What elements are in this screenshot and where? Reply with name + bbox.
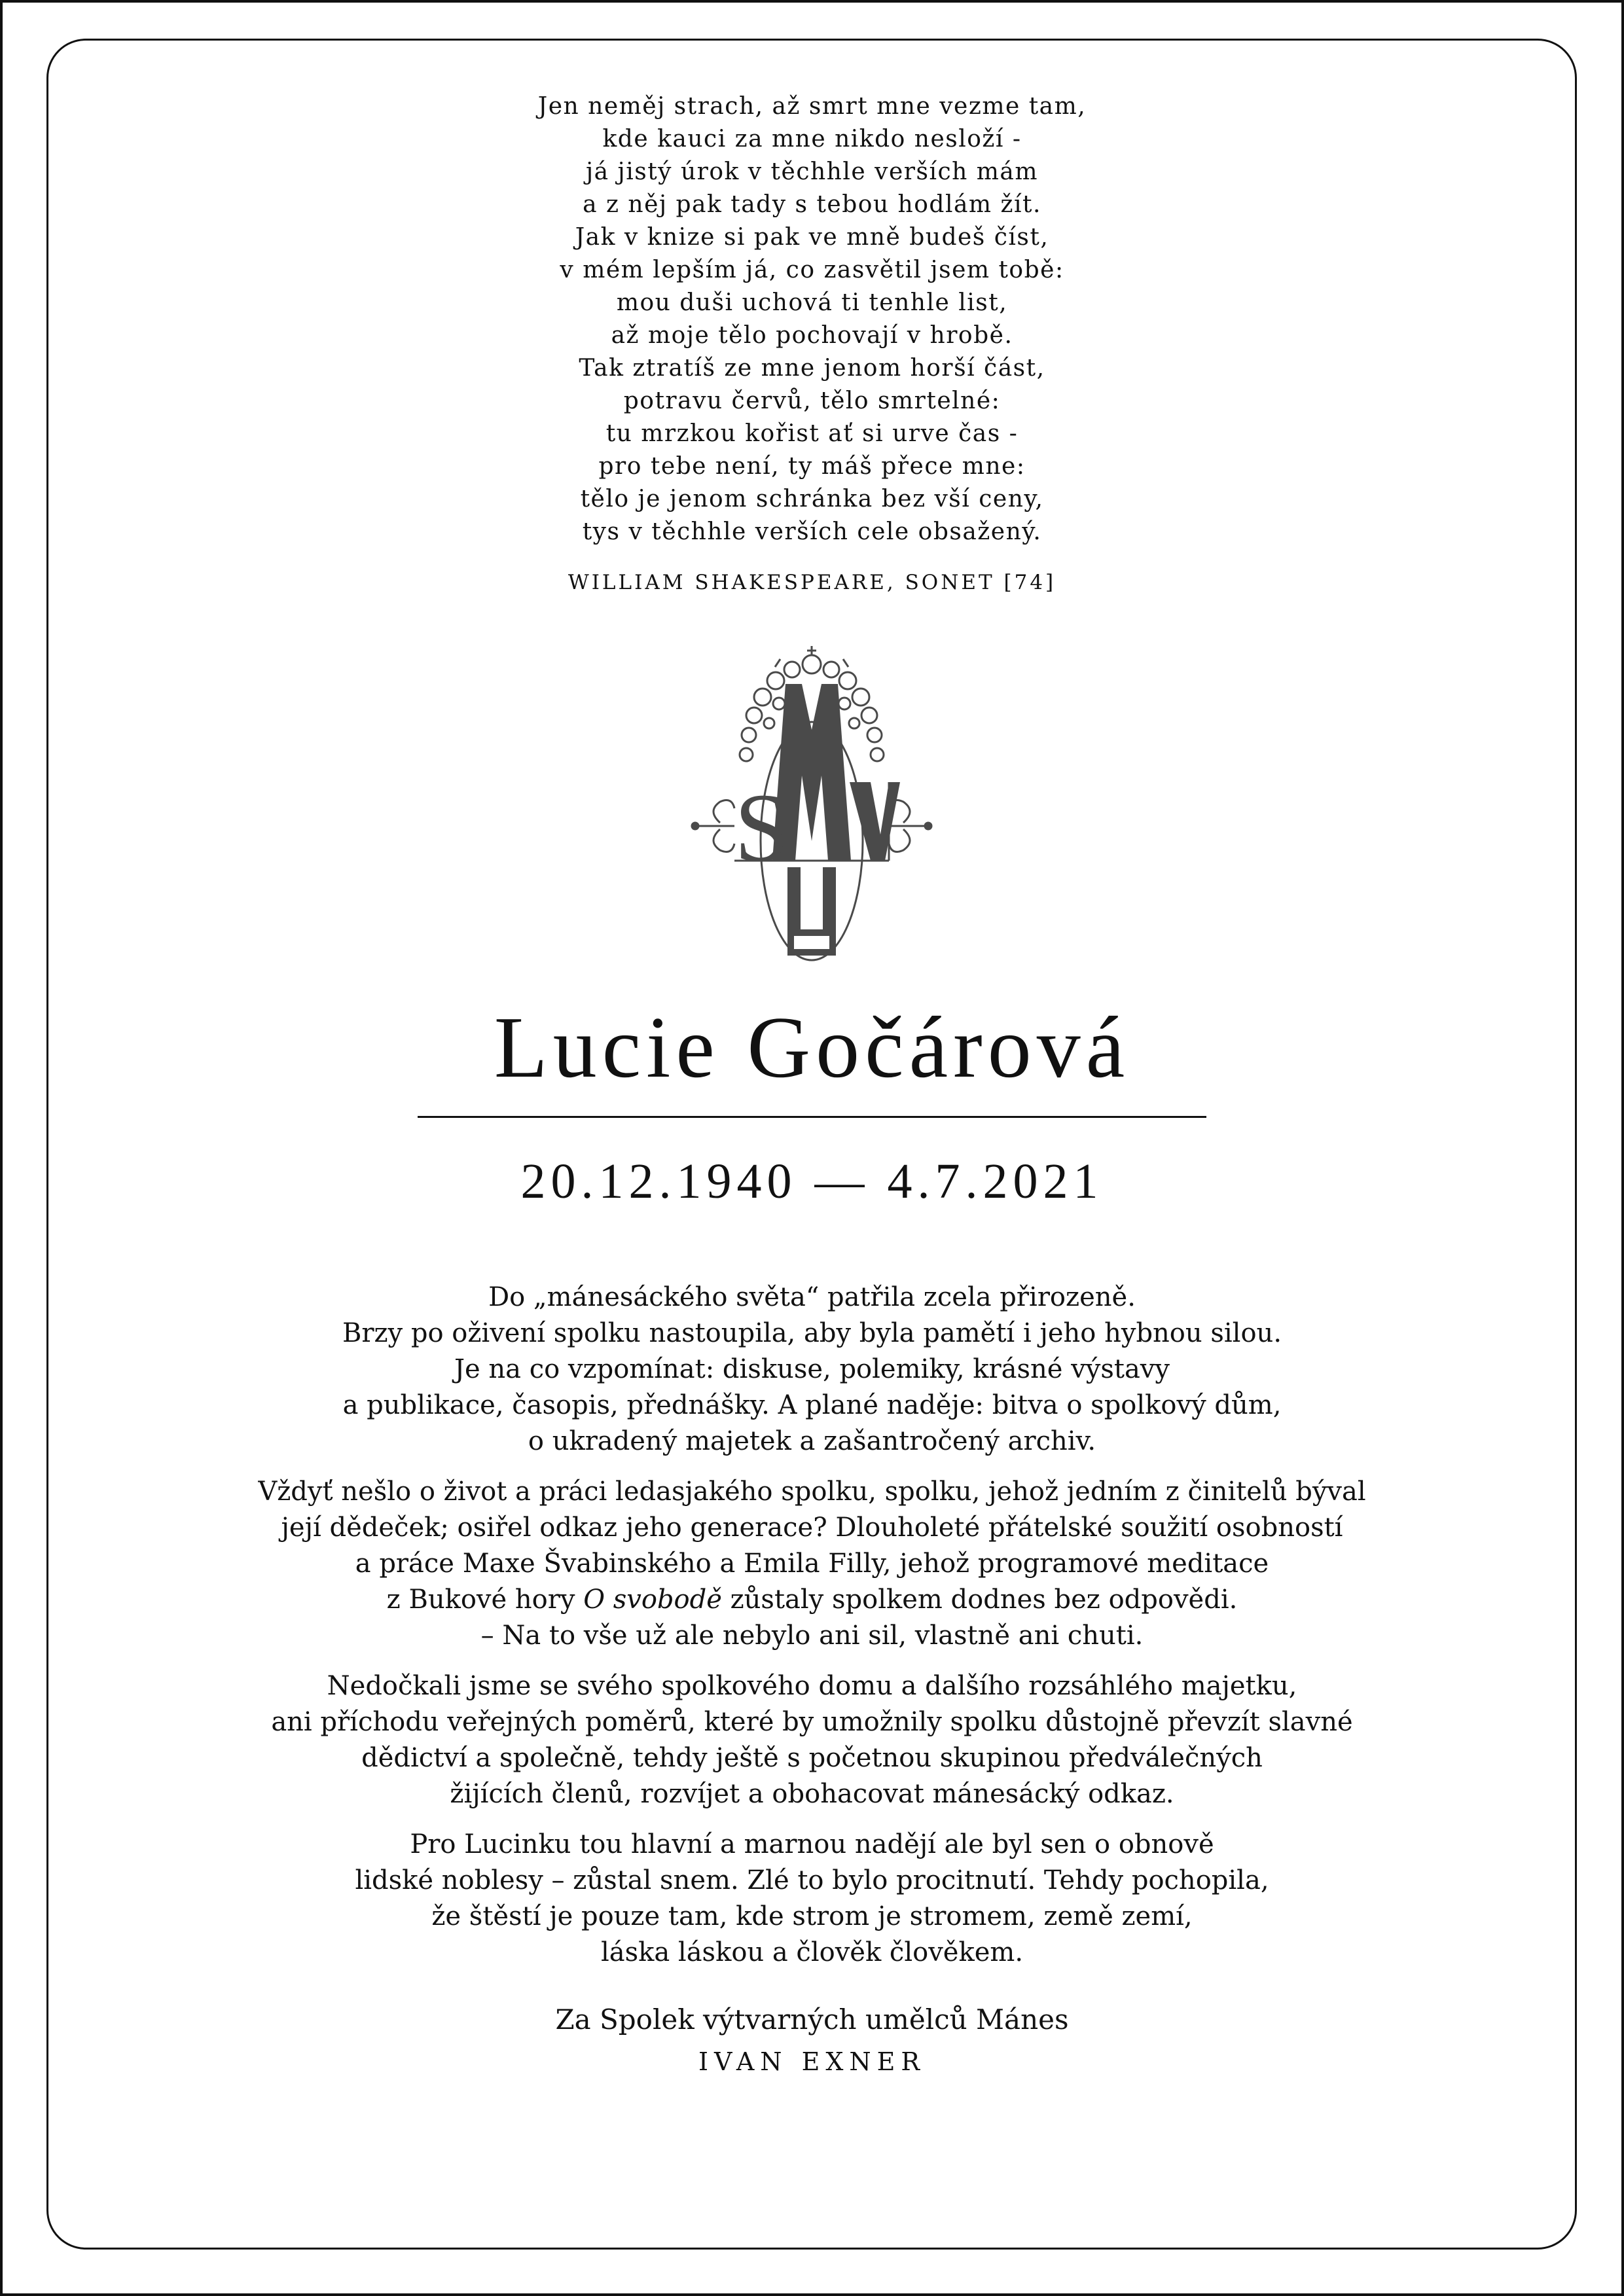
poem-line: v mém lepším já, co zasvětil jsem tobě: xyxy=(560,257,1064,283)
poem-line: potravu červů, tělo smrtelné: xyxy=(623,387,1001,414)
text-line: Vždyť nešlo o život a práci ledasjakého spolku, spolku, jehož jedním z činitelů býval xyxy=(258,1477,1366,1507)
text-line: žijících členů, rozvíjet a obohacovat mánesácký odkaz. xyxy=(450,1779,1174,1809)
svu-manes-emblem-logo xyxy=(681,645,943,972)
paragraph-4 xyxy=(0,1827,1624,1971)
text-segment: z Bukové hory xyxy=(386,1585,584,1615)
text-line: a publikace, časopis, přednášky. A plané naděje: bitva o spolkový dům, xyxy=(342,1390,1282,1420)
text-line: ani příchodu veřejných poměrů, které by umožnily spolku důstojně převzít slavné xyxy=(271,1707,1353,1737)
paragraph-1 xyxy=(0,1280,1624,1460)
poem-attribution: WILLIAM SHAKESPEARE, SONET [74] xyxy=(568,571,1056,594)
text-line: Pro Lucinku tou hlavní a marnou nadějí ale byl sen o obnově xyxy=(410,1829,1214,1859)
text-line: láska láskou a člověk člověkem. xyxy=(600,1937,1024,1967)
logo-letter-s: S xyxy=(734,774,789,882)
sonnet-poem xyxy=(0,90,1624,548)
text-line: Do „mánesáckého světa“ patřila zcela přirozeně. xyxy=(488,1282,1136,1312)
deceased-name: Lucie Gočárová xyxy=(494,999,1130,1096)
poem-line: tys v těchhle verších cele obsažený. xyxy=(582,518,1042,545)
memorial-text xyxy=(0,1280,1624,1985)
text-line: Brzy po oživení spolku nastoupila, aby byla pamětí i jeho hybnou silou. xyxy=(342,1318,1282,1348)
text-line: lidské noblesy – zůstal snem. Zlé to bylo procitnutí. Tehdy pochopila, xyxy=(355,1865,1269,1895)
poem-line: Jen neměj strach, až smrt mne vezme tam, xyxy=(537,93,1087,120)
text-line: její dědeček; osiřel odkaz jeho generace? Dlouholeté přátelské soužití osobností xyxy=(281,1513,1343,1543)
text-line xyxy=(0,1582,1624,1618)
paragraph-3 xyxy=(0,1668,1624,1812)
text-line: a práce Maxe Švabinského a Emila Filly, jehož programové meditace xyxy=(355,1549,1269,1579)
paragraph-2 xyxy=(0,1474,1624,1654)
poem-line: Tak ztratíš ze mne jenom horší část, xyxy=(579,355,1045,382)
life-dates: 20.12.1940 — 4.7.2021 xyxy=(520,1154,1104,1209)
text-line: Je na co vzpomínat: diskuse, polemiky, krásné výstavy xyxy=(454,1354,1170,1384)
poem-line: pro tebe není, ty máš přece mne: xyxy=(598,453,1026,480)
text-line: Nedočkali jsme se svého spolkového domu a dalšího rozsáhlého majetku, xyxy=(327,1671,1297,1701)
poem-line: já jistý úrok v těchhle verších mám xyxy=(585,158,1038,185)
text-line: dědictví a společně, tehdy ještě s početnou skupinou předválečných xyxy=(361,1743,1263,1773)
signature-organization: Za Spolek výtvarných umělců Mánes xyxy=(555,2003,1069,2036)
signature-name: IVAN EXNER xyxy=(698,2047,926,2076)
poem-line: až moje tělo pochovají v hrobě. xyxy=(611,322,1013,349)
poem-line: tělo je jenom schránka bez vší ceny, xyxy=(580,486,1044,512)
poem-line: kde kauci za mne nikdo nesloží - xyxy=(602,126,1022,152)
poem-line: tu mrzkou kořist ať si urve čas - xyxy=(605,420,1019,447)
text-segment: zůstaly spolkem dodnes bez odpovědi. xyxy=(721,1585,1238,1615)
text-line: o ukradený majetek a zašantročený archiv. xyxy=(528,1426,1096,1456)
text-line: že štěstí je pouze tam, kde strom je stromem, země zemí, xyxy=(431,1901,1193,1931)
text-line: – Na to vše už ale nebylo ani sil, vlastně ani chuti. xyxy=(480,1621,1144,1651)
poem-line: mou duši uchová ti tenhle list, xyxy=(616,289,1008,316)
italic-title: O svobodě xyxy=(583,1585,722,1615)
name-divider xyxy=(418,1116,1206,1118)
poem-line: a z něj pak tady s tebou hodlám žít. xyxy=(583,191,1041,218)
poem-line: Jak v knize si pak ve mně budeš číst, xyxy=(575,224,1049,251)
